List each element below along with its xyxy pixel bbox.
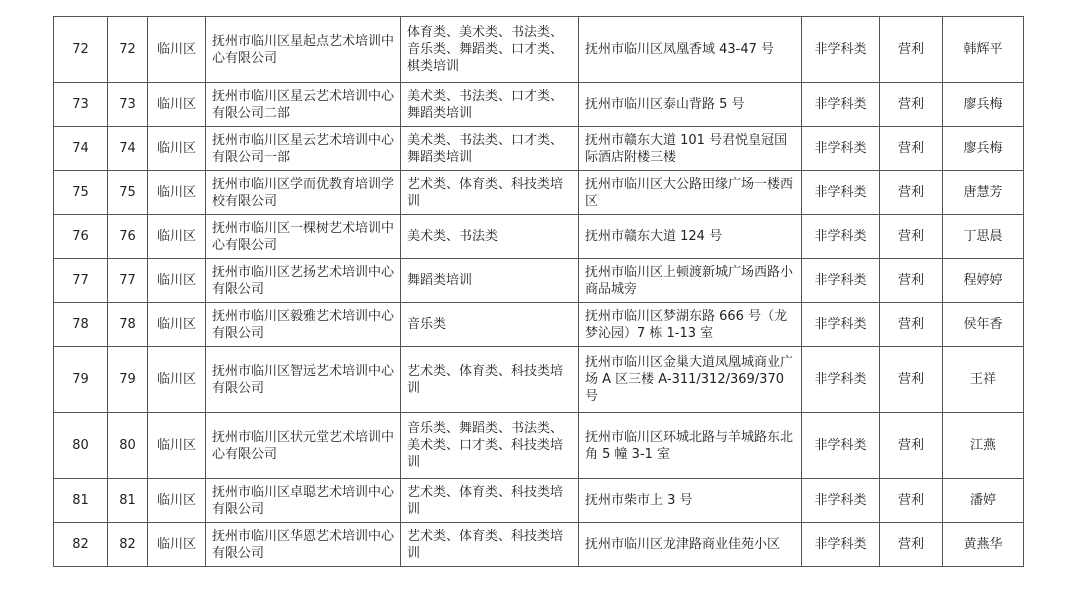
row-number-cell: 82 <box>54 523 108 567</box>
legal-representative-cell: 王祥 <box>943 347 1024 413</box>
nature-cell: 营利 <box>880 259 943 303</box>
category-cell: 非学科类 <box>802 171 880 215</box>
training-scope-cell: 舞蹈类培训 <box>401 259 579 303</box>
district-cell: 临川区 <box>148 523 206 567</box>
institution-name-cell: 抚州市临川区星云艺术培训中心有限公司二部 <box>206 83 401 127</box>
row-number-cell: 80 <box>54 413 108 479</box>
sequence-cell: 80 <box>108 413 148 479</box>
row-number-cell: 73 <box>54 83 108 127</box>
district-cell: 临川区 <box>148 259 206 303</box>
legal-representative-cell: 丁思晨 <box>943 215 1024 259</box>
row-number-cell: 74 <box>54 127 108 171</box>
district-cell: 临川区 <box>148 413 206 479</box>
district-cell: 临川区 <box>148 83 206 127</box>
sequence-cell: 75 <box>108 171 148 215</box>
table-row <box>54 259 1024 303</box>
training-scope-cell: 艺术类、体育类、科技类培训 <box>401 347 579 413</box>
training-scope-cell: 体育类、美术类、书法类、音乐类、舞蹈类、口才类、棋类培训 <box>401 17 579 83</box>
category-cell: 非学科类 <box>802 413 880 479</box>
nature-cell: 营利 <box>880 413 943 479</box>
training-scope-cell: 音乐类、舞蹈类、书法类、美术类、口才类、科技类培训 <box>401 413 579 479</box>
table-row <box>54 479 1024 523</box>
table-row <box>54 17 1024 83</box>
row-number-cell: 77 <box>54 259 108 303</box>
training-scope-cell: 音乐类 <box>401 303 579 347</box>
address-cell: 抚州市临川区环城北路与羊城路东北角 5 幢 3-1 室 <box>579 413 802 479</box>
training-scope-cell: 艺术类、体育类、科技类培训 <box>401 171 579 215</box>
nature-cell: 营利 <box>880 523 943 567</box>
table-row <box>54 83 1024 127</box>
institution-name-cell: 抚州市临川区一棵树艺术培训中心有限公司 <box>206 215 401 259</box>
district-cell: 临川区 <box>148 215 206 259</box>
table-row <box>54 215 1024 259</box>
address-cell: 抚州市柴市上 3 号 <box>579 479 802 523</box>
category-cell: 非学科类 <box>802 259 880 303</box>
address-cell: 抚州市临川区上顿渡新城广场西路小商品城旁 <box>579 259 802 303</box>
address-cell: 抚州市临川区龙津路商业佳苑小区 <box>579 523 802 567</box>
nature-cell: 营利 <box>880 479 943 523</box>
legal-representative-cell: 黄燕华 <box>943 523 1024 567</box>
table-row <box>54 127 1024 171</box>
table-row <box>54 523 1024 567</box>
sequence-cell: 82 <box>108 523 148 567</box>
training-scope-cell: 艺术类、体育类、科技类培训 <box>401 523 579 567</box>
nature-cell: 营利 <box>880 347 943 413</box>
district-cell: 临川区 <box>148 17 206 83</box>
district-cell: 临川区 <box>148 127 206 171</box>
table-row <box>54 413 1024 479</box>
table-row <box>54 347 1024 413</box>
institution-name-cell: 抚州市临川区星起点艺术培训中心有限公司 <box>206 17 401 83</box>
training-scope-cell: 美术类、书法类、口才类、舞蹈类培训 <box>401 127 579 171</box>
district-cell: 临川区 <box>148 171 206 215</box>
address-cell: 抚州市临川区金巢大道凤凰城商业广场 A 区三楼 A-311/312/369/370 号 <box>579 347 802 413</box>
sequence-cell: 77 <box>108 259 148 303</box>
sequence-cell: 72 <box>108 17 148 83</box>
training-scope-cell: 艺术类、体育类、科技类培训 <box>401 479 579 523</box>
nature-cell: 营利 <box>880 83 943 127</box>
sequence-cell: 76 <box>108 215 148 259</box>
sequence-cell: 81 <box>108 479 148 523</box>
category-cell: 非学科类 <box>802 83 880 127</box>
table-row <box>54 171 1024 215</box>
training-scope-cell: 美术类、书法类、口才类、舞蹈类培训 <box>401 83 579 127</box>
sequence-cell: 78 <box>108 303 148 347</box>
legal-representative-cell: 江燕 <box>943 413 1024 479</box>
nature-cell: 营利 <box>880 171 943 215</box>
row-number-cell: 79 <box>54 347 108 413</box>
institution-name-cell: 抚州市临川区状元堂艺术培训中心有限公司 <box>206 413 401 479</box>
legal-representative-cell: 唐慧芳 <box>943 171 1024 215</box>
address-cell: 抚州市赣东大道 124 号 <box>579 215 802 259</box>
table-body <box>54 17 1024 567</box>
institution-table-sheet <box>53 16 1023 567</box>
training-scope-cell: 美术类、书法类 <box>401 215 579 259</box>
institution-name-cell: 抚州市临川区华恩艺术培训中心有限公司 <box>206 523 401 567</box>
legal-representative-cell: 程婷婷 <box>943 259 1024 303</box>
category-cell: 非学科类 <box>802 347 880 413</box>
sequence-cell: 74 <box>108 127 148 171</box>
district-cell: 临川区 <box>148 479 206 523</box>
row-number-cell: 76 <box>54 215 108 259</box>
institution-name-cell: 抚州市临川区星云艺术培训中心有限公司一部 <box>206 127 401 171</box>
category-cell: 非学科类 <box>802 479 880 523</box>
sequence-cell: 73 <box>108 83 148 127</box>
institution-table <box>53 16 1024 567</box>
nature-cell: 营利 <box>880 17 943 83</box>
institution-name-cell: 抚州市临川区智远艺术培训中心有限公司 <box>206 347 401 413</box>
category-cell: 非学科类 <box>802 523 880 567</box>
institution-name-cell: 抚州市临川区毅雅艺术培训中心有限公司 <box>206 303 401 347</box>
address-cell: 抚州市临川区大公路田缘广场一楼西区 <box>579 171 802 215</box>
legal-representative-cell: 廖兵梅 <box>943 127 1024 171</box>
nature-cell: 营利 <box>880 215 943 259</box>
legal-representative-cell: 廖兵梅 <box>943 83 1024 127</box>
address-cell: 抚州市临川区梦湖东路 666 号（龙梦沁园）7 栋 1-13 室 <box>579 303 802 347</box>
nature-cell: 营利 <box>880 127 943 171</box>
row-number-cell: 81 <box>54 479 108 523</box>
legal-representative-cell: 侯年香 <box>943 303 1024 347</box>
row-number-cell: 78 <box>54 303 108 347</box>
category-cell: 非学科类 <box>802 127 880 171</box>
category-cell: 非学科类 <box>802 303 880 347</box>
table-row <box>54 303 1024 347</box>
institution-name-cell: 抚州市临川区艺扬艺术培训中心有限公司 <box>206 259 401 303</box>
institution-name-cell: 抚州市临川区卓聪艺术培训中心有限公司 <box>206 479 401 523</box>
category-cell: 非学科类 <box>802 17 880 83</box>
nature-cell: 营利 <box>880 303 943 347</box>
category-cell: 非学科类 <box>802 215 880 259</box>
legal-representative-cell: 韩辉平 <box>943 17 1024 83</box>
district-cell: 临川区 <box>148 303 206 347</box>
address-cell: 抚州市临川区泰山背路 5 号 <box>579 83 802 127</box>
institution-name-cell: 抚州市临川区学而优教育培训学校有限公司 <box>206 171 401 215</box>
district-cell: 临川区 <box>148 347 206 413</box>
address-cell: 抚州市临川区凤凰香域 43-47 号 <box>579 17 802 83</box>
row-number-cell: 72 <box>54 17 108 83</box>
sequence-cell: 79 <box>108 347 148 413</box>
address-cell: 抚州市赣东大道 101 号君悦皇冠国际酒店附楼三楼 <box>579 127 802 171</box>
row-number-cell: 75 <box>54 171 108 215</box>
legal-representative-cell: 潘婷 <box>943 479 1024 523</box>
